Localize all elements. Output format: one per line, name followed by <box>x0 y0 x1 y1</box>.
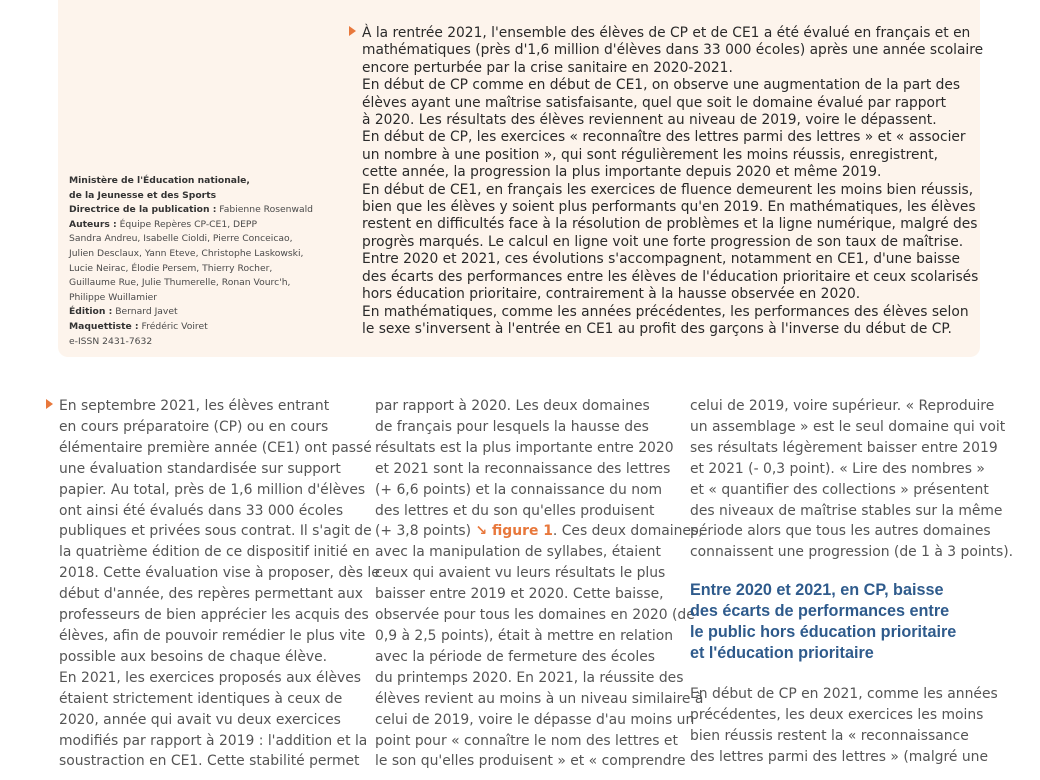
text-line: En début de CE1, en français les exercices de fluence demeurent les moins bien réussis, <box>362 181 974 198</box>
figure-1-link[interactable]: ↘ figure 1 <box>475 523 553 540</box>
text-line: période alors que tous les autres domaines <box>690 523 991 540</box>
text-line: des lettres parmi des lettres » (malgré une <box>690 748 989 765</box>
credit-line: Lucie Neirac, Élodie Persem, Thierry Rocher, <box>69 262 273 274</box>
text-line: possible aux besoins de chaque élève. <box>59 648 328 665</box>
credit-line: Philippe Wuillamier <box>69 291 158 303</box>
text-line: ceux qui avaient vu leurs résultats le plus <box>375 565 666 582</box>
section-heading <box>690 580 1013 664</box>
text-line: ses résultats légèrement baisser entre 2019 <box>690 439 998 456</box>
credit-line: Directrice de la publication : Fabienne Rosenwald <box>69 204 314 216</box>
credit-line: Maquettiste : Frédéric Voiret <box>69 320 208 332</box>
text-line: celui de 2019, voire le dépasse d'au moins un <box>375 711 695 728</box>
text-line: un assemblage » est le seul domaine qui voit <box>690 418 1006 435</box>
text-line: baisser entre 2019 et 2020. Cette baisse, <box>375 586 664 603</box>
text-line: et l'éducation prioritaire <box>690 644 874 663</box>
text-line: le sexe s'inversent à l'entrée en CE1 au profit des garçons à l'inverse du début de CP. <box>362 320 952 337</box>
text-line: mathématiques (près d'1,6 million d'élèves dans 33 000 écoles) après une année scolaire <box>362 42 984 59</box>
text-line: soustraction en CE1. Cette stabilité permet <box>59 753 360 770</box>
text-line: des lettres et du son qu'elles produisent <box>375 502 655 519</box>
text-line: des niveaux de maîtrise stables sur la même <box>690 502 1003 519</box>
credit-line: Julien Desclaux, Yann Eteve, Christophe Laskowski, <box>69 247 304 259</box>
text-line: ont ainsi été évalués dans 33 000 écoles <box>59 502 344 519</box>
text-line: observée pour tous les domaines en 2020 (de <box>375 607 695 624</box>
body-column-1 <box>59 396 380 772</box>
credit-line: Ministère de l'Éducation nationale, <box>69 175 250 186</box>
text-line: point pour « connaître le nom des lettres et <box>375 732 678 749</box>
text-line: des écarts de performances entre <box>690 602 950 621</box>
text-line: hors éducation prioritaire, contrairement à la hausse observée en 2020. <box>362 286 861 303</box>
summary-text <box>362 25 984 338</box>
text-line: encore perturbée par la crise sanitaire en 2020-2021. <box>362 59 733 76</box>
text-line: résultats est la plus importante entre 2020 <box>375 439 674 456</box>
text-line: (+ 6,6 points) et la connaissance du nom <box>375 481 663 498</box>
text-line: avec la période de fermeture des écoles <box>375 648 656 665</box>
text-line: En 2021, les exercices proposés aux élèves <box>59 669 361 686</box>
bullet-triangle-icon <box>46 399 53 409</box>
text-line: En mathématiques, comme les années précédentes, les performances des élèves selon <box>362 303 969 320</box>
text-line: début d'année, des repères permettant aux <box>59 586 363 603</box>
text-line: À la rentrée 2021, l'ensemble des élèves de CP et de CE1 a été évalué en français et en <box>349 25 974 42</box>
credit-line: Auteurs : Équipe Repères CP-CE1, DEPP <box>69 218 258 230</box>
text-line: En début de CP en 2021, comme les années <box>690 686 998 703</box>
text-line: papier. Au total, près de 1,6 million d'élèves <box>59 481 366 498</box>
text-line: En début de CP, les exercices « reconnaître des lettres parmi des lettres » et « associer <box>362 129 966 146</box>
text-line: précédentes, les deux exercices les moins <box>690 707 984 724</box>
text-line: la quatrième édition de ce dispositif initié en <box>59 544 370 561</box>
text-line: et 2021 sont la reconnaissance des lettres <box>375 460 671 477</box>
text-line: connaissent une progression (de 1 à 3 points). <box>690 544 1014 561</box>
credit-line: Sandra Andreu, Isabelle Cioldi, Pierre Conceicao, <box>69 233 293 245</box>
text-line: élèves, afin de pouvoir remédier le plus vite <box>59 627 366 644</box>
text-line: du printemps 2020. En 2021, la réussite des <box>375 669 684 686</box>
text-line: (+ 3,8 points) ↘ figure 1. Ces deux domaines, <box>375 523 703 540</box>
text-line: professeurs de bien apprécier les acquis des <box>59 607 369 624</box>
text-line: 2018. Cette évaluation vise à proposer, dès le <box>59 565 380 582</box>
text-line: étaient strictement identiques à ceux de <box>59 690 343 707</box>
text-line: bien réussis restent la « reconnaissance <box>690 728 969 745</box>
text-line: et « quantifier des collections » présentent <box>690 481 989 498</box>
text-line: de français pour lesquels la hausse des <box>375 418 649 435</box>
credit-line: Guillaume Rue, Julie Thumerelle, Ronan Vourc'h, <box>69 277 291 289</box>
text-line: à 2020. Les résultats des élèves reviennent au niveau de 2019, voire le dépassent. <box>362 112 937 129</box>
text-line: une évaluation standardisée sur support <box>59 460 341 477</box>
text-line: Entre 2020 et 2021, en CP, baisse <box>690 581 944 600</box>
text-line: élèves ayant une maîtrise satisfaisante, quel que soit le domaine évalué par rapport <box>362 94 947 111</box>
text-line: élèves revient au moins à un niveau similaire à <box>375 690 704 707</box>
credit-line: Édition : Bernard Javet <box>69 306 178 318</box>
text-line: En septembre 2021, les élèves entrant <box>46 396 380 417</box>
text-line: celui de 2019, voire supérieur. « Reproduire <box>690 398 995 414</box>
text-line: un nombre à une position », qui sont régulièrement les moins réussis, enregistrent, <box>362 146 939 163</box>
text-line: le public hors éducation prioritaire <box>690 623 957 642</box>
text-line: Entre 2020 et 2021, ces évolutions s'accompagnent, notamment en CE1, d'une baisse <box>362 251 961 268</box>
text-line: publiques et privées sous contrat. Il s'agit de <box>59 523 372 540</box>
text-line: en cours préparatoire (CP) ou en cours <box>59 418 329 435</box>
credit-line: de la Jeunesse et des Sports <box>69 189 217 201</box>
text-line: restent en difficultés face à la résolution de problèmes et la ligne numérique, malgré des <box>362 216 978 233</box>
body-column-3 <box>690 396 1013 768</box>
text-line: et 2021 (- 0,3 point). « Lire des nombres » <box>690 460 985 477</box>
text-line: le son qu'elles produisent » et « comprendre <box>375 753 686 770</box>
text-line: bien que les élèves y soient plus performants qu'en 2019. En mathématiques, les élèves <box>362 199 976 216</box>
text-line: des écarts des performances entre les élèves de l'éducation prioritaire et ceux scolarisés <box>362 268 979 285</box>
text-line: cette année, la progression la plus importante depuis 2020 et même 2019. <box>362 164 882 181</box>
text-line: par rapport à 2020. Les deux domaines <box>375 398 650 414</box>
text-line: En début de CP comme en début de CE1, on observe une augmentation de la part des <box>362 77 961 94</box>
text-line: élémentaire première année (CE1) ont passé <box>59 439 372 456</box>
text-line: modifiés par rapport à 2019 : l'addition et la <box>59 732 368 749</box>
text-line: avec la manipulation de syllabes, étaient <box>375 544 661 561</box>
body-column-2 <box>375 396 703 772</box>
text-line: progrès marqués. Le calcul en ligne voit une forte progression de son taux de maîtrise. <box>362 233 964 250</box>
text-line: 0,9 à 2,5 points), était à mettre en relation <box>375 627 674 644</box>
text-line: 2020, année qui avait vu deux exercices <box>59 711 341 728</box>
bullet-triangle-icon <box>349 26 356 36</box>
credit-line: e-ISSN 2431-7632 <box>69 335 153 347</box>
credits-block <box>69 174 329 349</box>
